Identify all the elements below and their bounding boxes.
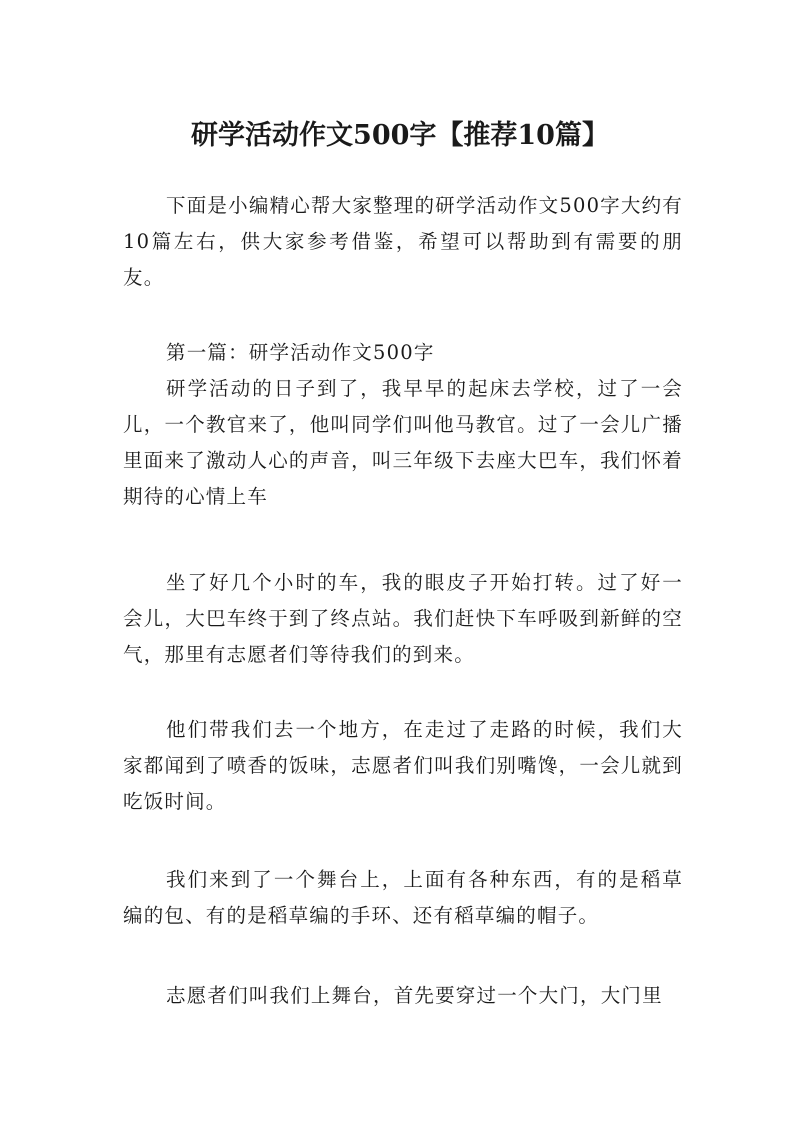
paragraph-4: 我们来到了一个舞台上，上面有各种东西，有的是稻草编的包、有的是稻草编的手环、还有稻草编的帽子。 — [123, 868, 683, 927]
paragraph-1: 研学活动的日子到了，我早早的起床去学校，过了一会儿，一个教官来了，他叫同学们叫他马教官。过了一会儿广播里面来了激动人心的声音，叫三年级下去座大巴车，我们怀着期待的心情上车 — [123, 377, 683, 508]
intro-paragraph: 下面是小编精心帮大家整理的研学活动作文500字大约有10篇左右，供大家参考借鉴，希望可以帮助到有需要的朋友。 — [123, 194, 683, 289]
paragraph-3: 他们带我们去一个地方，在走过了走路的时候，我们大家都闻到了喷香的饭味，志愿者们叫我们别嘴馋，一会儿就到吃饭时间。 — [123, 718, 683, 813]
section-heading: 第一篇：研学活动作文500字 — [166, 341, 435, 364]
paragraph-2: 坐了好几个小时的车，我的眼皮子开始打转。过了好一会儿，大巴车终于到了终点站。我们赶快下车呼吸到新鲜的空气，那里有志愿者们等待我们的到来。 — [123, 571, 683, 666]
document-title: 研学活动作文500字【推荐10篇】 — [191, 120, 609, 152]
paragraph-5: 志愿者们叫我们上舞台，首先要穿过一个大门，大门里 — [166, 984, 663, 1007]
